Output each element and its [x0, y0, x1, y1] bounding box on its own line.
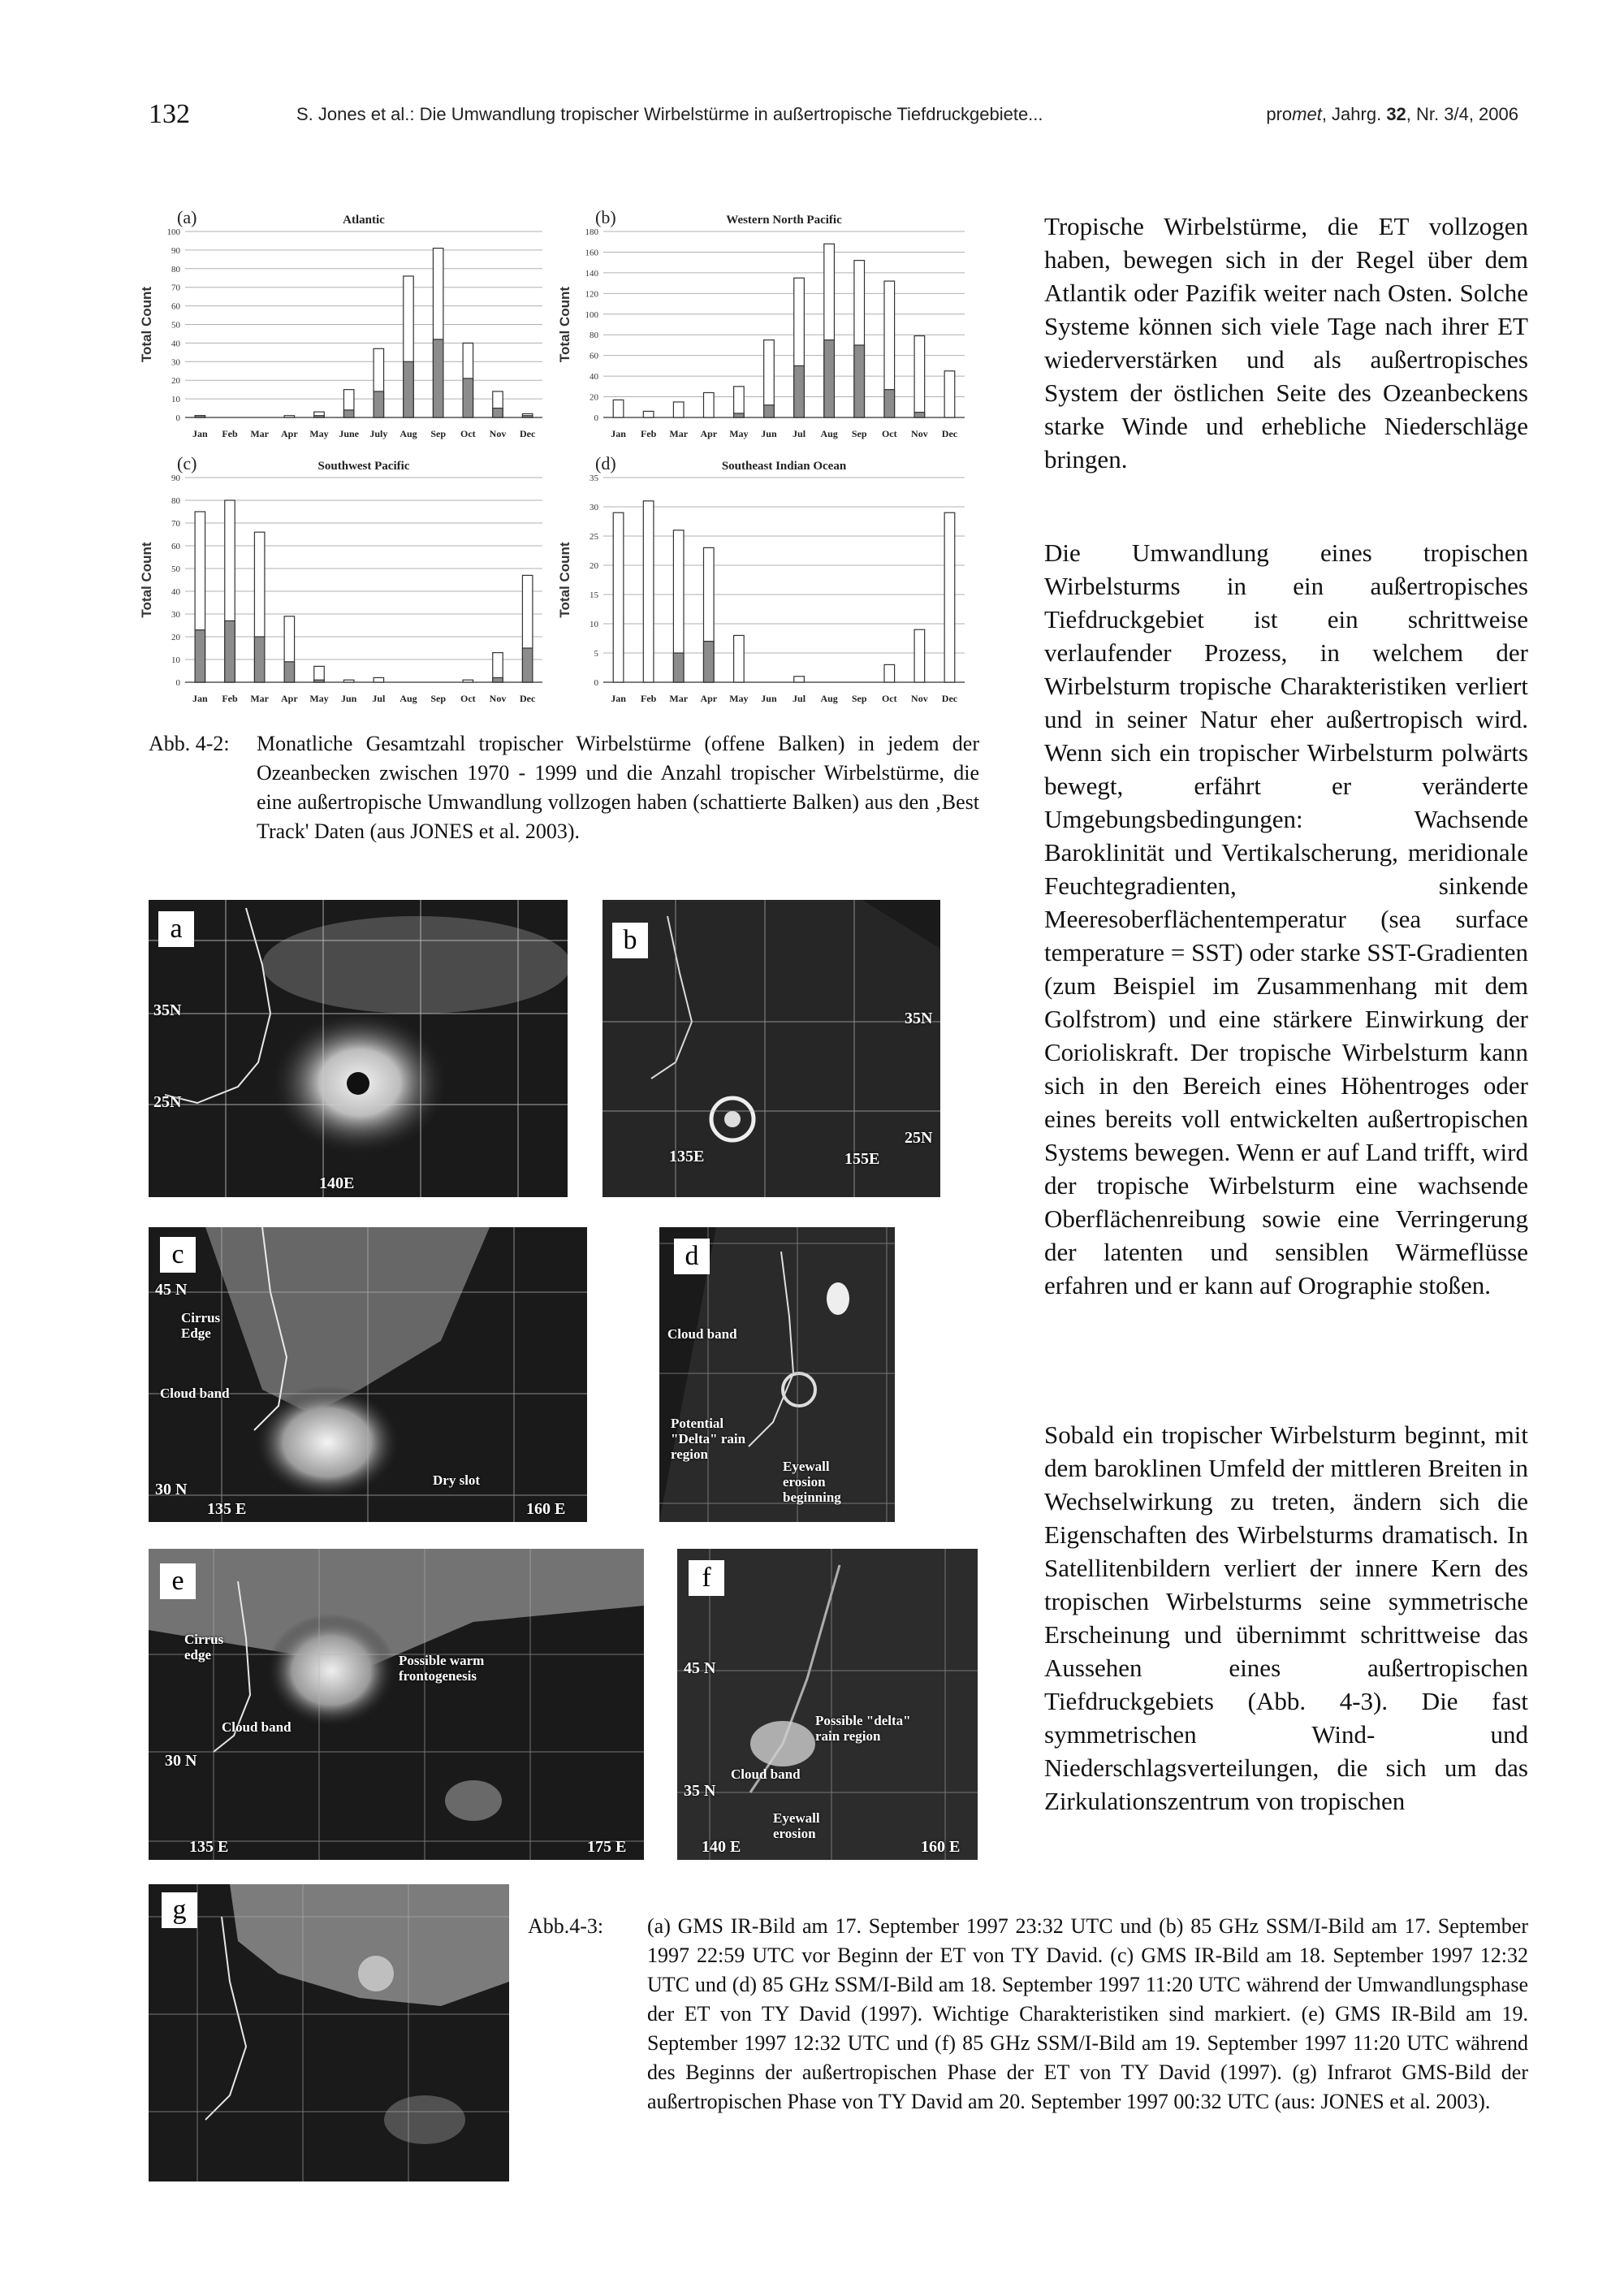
chart-bar-et — [195, 630, 205, 682]
chart-x-tick-label: Jul — [793, 693, 806, 704]
chart-x-tick-label: May — [729, 428, 749, 439]
chart-x-tick-label: Jan — [611, 693, 626, 704]
chart-x-tick-label: Nov — [911, 428, 928, 439]
page-number: 132 — [149, 99, 190, 129]
fig42-label: Abb. 4-2: — [149, 732, 230, 755]
chart-x-tick-label: Aug — [400, 693, 417, 704]
satellite-image-d — [659, 1227, 895, 1522]
chart-x-tick-label: Apr — [700, 428, 718, 439]
chart-x-tick-label: Dec — [941, 428, 958, 439]
chart-y-tick-label: 70 — [171, 519, 180, 529]
chart-bar-total — [884, 664, 895, 682]
chart-bar-et — [284, 662, 294, 682]
annotation-delta-rain-region: Possible "delta" rain region — [815, 1713, 911, 1744]
chart-x-tick-label: Aug — [400, 428, 417, 439]
lat-label-45n: 45 N — [155, 1281, 188, 1299]
chart-y-tick-label: 90 — [171, 245, 180, 256]
chart-bar-et — [673, 653, 684, 682]
chart-bar-total — [794, 677, 805, 682]
lon-label-175e: 175 E — [587, 1838, 627, 1856]
chart-x-tick-label: Nov — [489, 428, 507, 439]
chart-bar-et — [463, 378, 473, 417]
chart-x-tick-label: Mar — [669, 428, 689, 439]
chart-y-tick-label: 20 — [590, 561, 598, 571]
chart-bar-et — [493, 677, 503, 682]
annotation-cloud-band: Cloud band — [222, 1719, 292, 1735]
chart-x-tick-label: May — [309, 428, 329, 439]
chart-y-tick-label: 10 — [171, 395, 180, 405]
chart-x-tick-label: Dec — [520, 693, 536, 704]
chart-bar-et — [794, 365, 805, 417]
chart-x-tick-label: Feb — [222, 693, 238, 704]
chart-x-tick-label: Jul — [793, 428, 806, 439]
chart-x-tick-label: Sep — [851, 428, 867, 439]
chart-bar-total — [944, 512, 955, 682]
chart-bar-et — [854, 345, 865, 417]
chart-x-tick-label: June — [339, 428, 360, 439]
chart-x-tick-label: Mar — [250, 428, 269, 439]
chart-bar-et — [254, 637, 264, 682]
chart-y-tick-label: 160 — [585, 248, 598, 258]
chart-y-tick-label: 0 — [175, 678, 180, 688]
satellite-grid-c — [149, 1227, 587, 1522]
chart-x-tick-label: Mar — [250, 693, 269, 704]
chart-y-tick-label: 40 — [590, 372, 598, 383]
chart-title: Western North Pacific — [726, 214, 842, 227]
chart-y-tick-label: 40 — [171, 339, 180, 349]
lat-label-25n: 25N — [905, 1129, 933, 1147]
lat-label-30n: 30 N — [155, 1481, 188, 1498]
chart-y-tick-label: 50 — [171, 320, 180, 331]
chart-x-tick-label: Apr — [700, 693, 718, 704]
chart-bar-total — [343, 680, 353, 682]
chart-bar-et — [734, 413, 745, 417]
chart-y-tick-label: 30 — [171, 610, 180, 620]
chart-x-tick-label: Feb — [640, 428, 657, 439]
chart-bar-et — [314, 416, 324, 417]
annotation-cloud-band: Cloud band — [731, 1766, 801, 1782]
lat-label-25n: 25N — [153, 1093, 182, 1111]
annotation-cloud-band: Cloud band — [160, 1386, 230, 1401]
journal-volume: 32 — [1386, 104, 1406, 124]
lon-label-135e: 135 E — [189, 1838, 229, 1856]
lon-label-160e: 160 E — [921, 1838, 961, 1856]
chart-bar-et — [824, 340, 835, 417]
satellite-image-g — [149, 1884, 509, 2181]
chart-bar-total — [734, 387, 745, 417]
chart-y-tick-label: 20 — [171, 376, 180, 387]
annotation-delta-rain-region: Potential "Delta" rain region — [671, 1416, 746, 1462]
journal-italic: met — [1292, 104, 1322, 124]
chart-x-tick-label: May — [309, 693, 329, 704]
chart-x-tick-label: Jun — [340, 693, 357, 704]
annotation-dry-slot: Dry slot — [433, 1472, 481, 1488]
annotation-eyewall-erosion: Eyewall erosion beginning — [783, 1459, 841, 1505]
chart-southeast-indian-ocean — [556, 453, 974, 711]
chart-bar-total — [463, 680, 473, 682]
chart-bar-et — [404, 361, 413, 417]
chart-atlantic — [138, 207, 552, 447]
chart-y-axis-label: Total Count — [139, 542, 154, 618]
chart-x-tick-label: Feb — [640, 693, 657, 704]
lon-label-155e: 155E — [844, 1150, 880, 1168]
satellite-image-a — [149, 900, 568, 1197]
lat-label-35n: 35N — [153, 1001, 182, 1019]
chart-y-tick-label: 10 — [590, 620, 598, 629]
chart-x-tick-label: Dec — [520, 428, 536, 439]
chart-bar-et — [374, 391, 383, 417]
chart-x-tick-label: Oct — [460, 428, 476, 439]
panel-label-g: g — [162, 1892, 197, 1928]
chart-y-tick-label: 180 — [585, 227, 598, 237]
chart-bar-total — [703, 392, 714, 417]
satellite-image-f — [677, 1549, 978, 1860]
chart-y-tick-label: 60 — [590, 351, 598, 361]
chart-bar-total — [944, 371, 955, 417]
chart-y-axis-label: Total Count — [139, 286, 154, 363]
chart-bar-et — [522, 416, 532, 417]
chart-bar-et — [314, 680, 324, 682]
chart-bar-et — [195, 416, 205, 417]
chart-x-tick-label: Feb — [222, 428, 238, 439]
chart-x-tick-label: Oct — [460, 693, 476, 704]
chart-y-tick-label: 80 — [171, 264, 180, 275]
satellite-grid-a — [149, 900, 568, 1197]
chart-x-tick-label: Nov — [911, 693, 928, 704]
chart-y-axis-label: Total Count — [557, 542, 572, 618]
chart-y-tick-label: 30 — [590, 503, 598, 512]
chart-y-tick-label: 25 — [590, 532, 598, 542]
chart-y-tick-label: 60 — [171, 542, 180, 551]
chart-x-tick-label: Sep — [430, 428, 447, 439]
chart-x-tick-label: Jan — [611, 428, 626, 439]
annotation-cloud-band: Cloud band — [667, 1326, 737, 1342]
chart-y-tick-label: 90 — [171, 473, 180, 483]
chart-x-tick-label: Apr — [280, 428, 298, 439]
satellite-grid-e — [149, 1549, 644, 1860]
chart-title: Atlantic — [343, 214, 385, 227]
lon-label-140e: 140 E — [702, 1838, 741, 1856]
body-paragraph-2: Die Umwandlung eines tropischen Wirbelsturms in ein außertropisches Tiefdruckgebiet ist ein schrittweise verlaufender Prozess, in welchem der Wirbelsturm tropische Charakteristiken verliert und in seiner Natur eher außertropisch wird. Wenn sich ein tropischer Wirbelsturm polwärts bewegt, erfährt er veränderte Umgebungsbedingungen: Wachsende Baroklinität und Vertikalscherung, meridionale Feuchtegradienten, sinkende Meeresoberflächentemperatur (sea surface temperature = SST) oder starke SST-Gradienten (zum Beispiel im Zusammenhang mit dem Golfstrom) und eine stärkere Einwirkung der Corioliskraft. Der tropische Wirbelsturm kann sich in den Bereich eines Höhentroges oder eines bereits voll entwickelten außertropischen Systems bewegen. Wenn er auf Land trifft, wird der tropische Wirbelsturm eine wachsende Oberflächenreibung sowie eine Verringerung der latenten und sensiblen Wärmeflüsse erfahren und er kann auf Orographie stoßen. — [1044, 538, 1528, 1299]
chart-western-north-pacific — [556, 207, 974, 447]
chart-y-axis-label: Total Count — [557, 286, 572, 363]
chart-y-tick-label: 20 — [590, 392, 598, 403]
chart-bar-total — [374, 677, 383, 682]
chart-y-tick-label: 35 — [590, 473, 598, 483]
chart-x-tick-label: Jan — [192, 428, 208, 439]
chart-y-tick-label: 70 — [171, 283, 180, 293]
chart-bar-total — [613, 512, 624, 682]
satellite-image-e — [149, 1549, 644, 1860]
chart-x-tick-label: Aug — [820, 693, 838, 704]
chart-y-tick-label: 15 — [590, 590, 598, 600]
chart-y-tick-label: 60 — [171, 301, 180, 312]
chart-x-tick-label: Mar — [669, 693, 689, 704]
chart-panel-label: (b) — [595, 207, 616, 227]
chart-bar-total — [284, 416, 294, 417]
chart-bar-et — [343, 410, 353, 417]
chart-bar-et — [522, 648, 532, 682]
panel-label-a: a — [158, 911, 194, 947]
satellite-grid-b — [603, 900, 940, 1197]
chart-y-tick-label: 80 — [171, 496, 180, 506]
fig43-caption: (a) GMS IR-Bild am 17. September 1997 23:32 UTC und (b) 85 GHz SSM/I-Bild am 17. September 1997 22:59 UTC vor Beginn der ET von TY David. (c) GMS IR-Bild am 18. September 1997 12:32 UTC und (d) 85 GHz SSM/I-Bild am 18. September 1997 11:20 UTC während der Umwandlungsphase der ET von TY David (1997). Wichtige Charakteristiken sind markiert. (e) GMS IR-Bild am 19. September 1997 12:32 UTC und (f) 85 GHz SSM/I-Bild am 19. September 1997 11:20 UTC während des Beginns der außertropischen Phase der ET von TY David (1997). (g) Infrarot GMS-Bild der außertropischen Phase von TY David am 20. September 1997 00:32 UTC (aus: JONES et al. 2003). — [647, 1914, 1528, 2113]
chart-x-tick-label: Sep — [430, 693, 447, 704]
chart-y-tick-label: 20 — [171, 633, 180, 642]
lon-label-135e: 135E — [669, 1148, 705, 1165]
chart-x-tick-label: July — [369, 428, 388, 439]
chart-x-tick-label: Nov — [489, 693, 507, 704]
panel-label-f: f — [689, 1560, 724, 1596]
journal-issue: , Nr. 3/4, 2006 — [1406, 104, 1518, 124]
chart-y-tick-label: 100 — [585, 309, 598, 320]
chart-y-tick-label: 40 — [171, 587, 180, 597]
panel-label-d: d — [674, 1239, 710, 1274]
chart-x-tick-label: Oct — [881, 428, 897, 439]
satellite-image-b — [603, 900, 940, 1197]
satellite-grid-g — [149, 1884, 509, 2181]
chart-bar-et — [884, 390, 895, 417]
chart-x-tick-label: Jun — [761, 428, 777, 439]
annotation-eyewall-erosion: Eyewall erosion — [773, 1810, 820, 1841]
chart-y-tick-label: 140 — [585, 268, 598, 279]
chart-bar-total — [734, 635, 745, 682]
chart-panel-label: (d) — [595, 453, 616, 473]
running-title: S. Jones et al.: Die Umwandlung tropischer Wirbelstürme in außertropische Tiefdruckgebiete... — [296, 104, 1043, 124]
chart-bar-et — [225, 620, 235, 682]
chart-x-tick-label: Sep — [851, 693, 867, 704]
chart-y-tick-label: 0 — [175, 413, 180, 423]
lat-label-35n: 35N — [905, 1010, 933, 1027]
journal-mid: , Jahrg. — [1321, 104, 1387, 124]
lat-label-45n: 45 N — [684, 1659, 716, 1677]
chart-y-tick-label: 120 — [585, 289, 598, 300]
chart-bar-total — [914, 335, 925, 417]
chart-bar-total — [643, 501, 654, 682]
fig43-label: Abb.4-3: — [528, 1914, 604, 1938]
journal-info — [1266, 104, 1518, 125]
chart-x-tick-label: May — [729, 693, 749, 704]
chart-x-tick-label: Jan — [192, 693, 208, 704]
chart-y-tick-label: 5 — [594, 649, 598, 659]
chart-bar-et — [764, 405, 775, 417]
lat-label-35n: 35 N — [684, 1782, 716, 1800]
journal-prefix: pro — [1266, 104, 1293, 124]
chart-title: Southeast Indian Ocean — [721, 460, 847, 473]
panel-label-b: b — [612, 923, 648, 958]
fig42-caption: Monatliche Gesamtzahl tropischer Wirbelstürme (offene Balken) in jedem der Ozeanbecken zwischen 1970 - 1999 und die Anzahl tropischer Wirbelstürme, die eine außertropische Umwandlung vollzogen haben (schattierte Balken) aus den ‚Best Track' Daten (aus JONES et al. 2003). — [257, 732, 979, 843]
chart-y-tick-label: 50 — [171, 564, 180, 574]
body-paragraph-3: Sobald ein tropischer Wirbelsturm beginnt, mit dem baroklinen Umfeld der mittleren Breiten in Wechselwirkung zu treten, ändern sich die Eigenschaften des Wirbelsturms dramatisch. In Satellitenbildern verliert der innere Kern des tropischen Wirbelsturms seine symmetrische Erscheinung und übernimmt schrittweise das Aussehen eines außertropischen Tiefdruckgebiets (Abb. 4-3). Die fast symmetrischen Wind- und Niederschlagsverteilungen, die sich um das Zirkulationszentrum von tropischen — [1044, 1420, 1528, 1815]
annotation-warm-frontogenesis: Possible warm frontogenesis — [399, 1653, 485, 1684]
chart-bar-total — [613, 400, 624, 417]
body-paragraph-1: Tropische Wirbelstürme, die ET vollzogen haben, bewegen sich in der Regel über dem Atlantik oder Pazifik weiter nach Osten. Solche Systeme können sich viele Tage nach ihrer ET wiederverstärken und als außertropisches System der östlichen Seite des Ozeanbeckens starke Winde und erhebliche Niederschläge bringen. — [1044, 212, 1528, 473]
panel-label-c: c — [160, 1237, 196, 1273]
annotation-cirrus-edge: Cirrus Edge — [181, 1310, 221, 1341]
chart-bar-et — [493, 409, 503, 417]
chart-bar-et — [433, 339, 443, 417]
chart-bar-total — [673, 402, 684, 417]
chart-x-tick-label: Jun — [761, 693, 777, 704]
chart-x-tick-label: Aug — [820, 428, 838, 439]
chart-x-tick-label: Jul — [372, 693, 386, 704]
chart-y-tick-label: 30 — [171, 357, 180, 368]
chart-x-tick-label: Apr — [280, 693, 298, 704]
chart-panel-label: (c) — [177, 453, 197, 473]
chart-bar-et — [703, 642, 714, 682]
chart-x-tick-label: Dec — [941, 693, 958, 704]
lon-label-140e: 140E — [319, 1174, 355, 1192]
lon-label-160e: 160 E — [526, 1500, 566, 1518]
lat-label-30n: 30 N — [165, 1752, 197, 1770]
chart-panel-label: (a) — [177, 207, 197, 227]
chart-southwest-pacific — [138, 453, 552, 711]
lon-label-135e: 135 E — [207, 1500, 247, 1518]
chart-y-tick-label: 100 — [166, 227, 180, 237]
chart-bar-total — [914, 629, 925, 682]
chart-title: Southwest Pacific — [317, 460, 410, 473]
chart-y-tick-label: 0 — [594, 413, 598, 423]
chart-y-tick-label: 10 — [171, 655, 180, 665]
chart-y-tick-label: 80 — [590, 331, 598, 341]
panel-label-e: e — [160, 1563, 196, 1599]
chart-x-tick-label: Oct — [881, 693, 897, 704]
annotation-cirrus-edge: Cirrus edge — [184, 1632, 224, 1663]
chart-bar-et — [914, 413, 925, 417]
chart-bar-total — [643, 411, 654, 417]
satellite-image-c — [149, 1227, 587, 1522]
chart-y-tick-label: 0 — [594, 678, 598, 688]
